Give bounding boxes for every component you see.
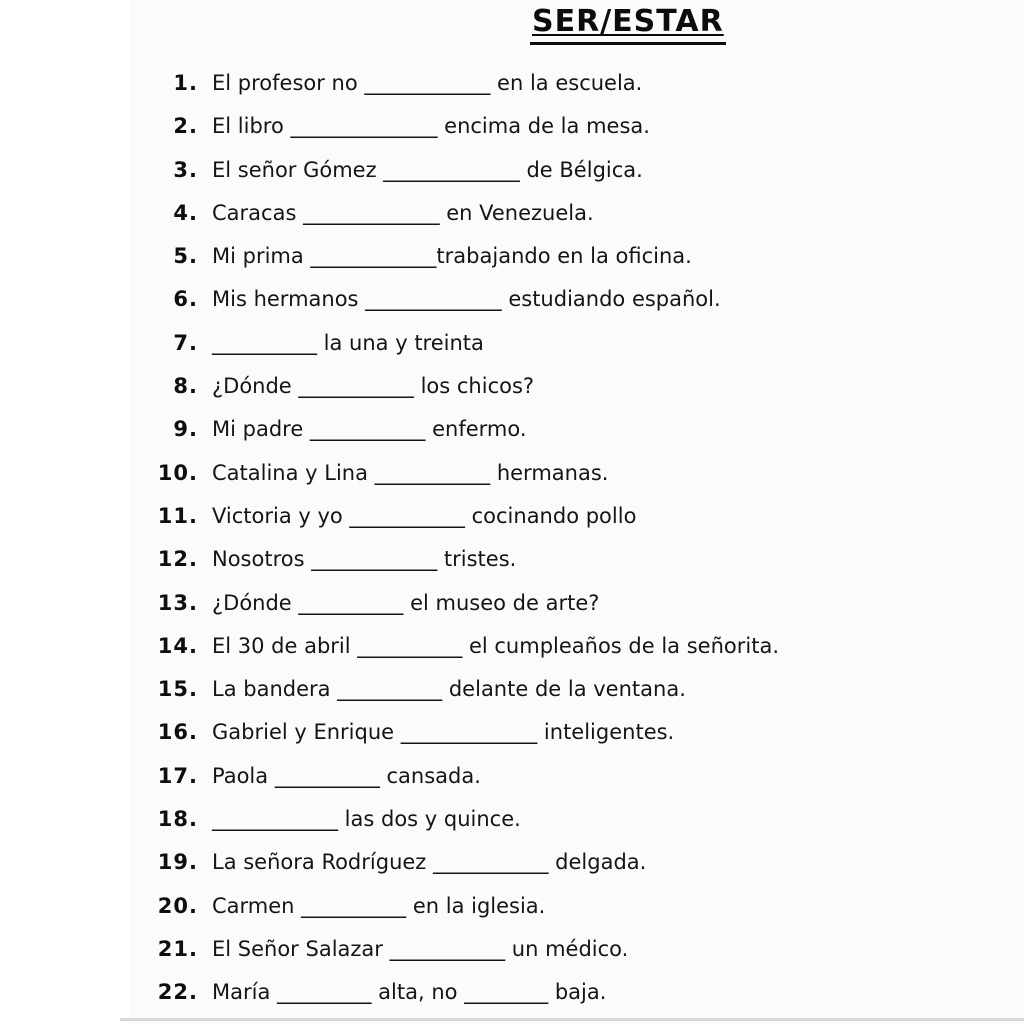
exercise-item bbox=[140, 157, 1000, 200]
item-number: 11. bbox=[157, 503, 198, 528]
item-number: 10. bbox=[157, 460, 198, 485]
exercise-item bbox=[140, 979, 1000, 1022]
item-text: El 30 de abril __________ el cumpleaños de la señorita. bbox=[212, 633, 779, 658]
exercise-item bbox=[140, 633, 1000, 676]
exercise-item bbox=[140, 590, 1000, 633]
item-text: María _________ alta, no ________ baja. bbox=[212, 980, 607, 1005]
item-text: Mi prima ____________trabajando en la oficina. bbox=[212, 244, 692, 269]
exercise-item bbox=[140, 330, 1000, 373]
item-text: ____________ las dos y quince. bbox=[212, 807, 521, 832]
item-number: 8. bbox=[173, 374, 198, 399]
exercise-item bbox=[140, 503, 1000, 546]
item-number: 16. bbox=[157, 720, 198, 745]
item-number: 18. bbox=[157, 807, 198, 832]
item-number: 14. bbox=[157, 633, 198, 658]
exercise-item bbox=[140, 806, 1000, 849]
exercise-item bbox=[140, 763, 1000, 806]
exercise-item bbox=[140, 70, 1000, 113]
exercise-item bbox=[140, 460, 1000, 503]
item-text: El libro ______________ encima de la mesa. bbox=[212, 114, 650, 139]
item-text: Caracas _____________ en Venezuela. bbox=[212, 200, 594, 225]
item-text: La bandera __________ delante de la ventana. bbox=[212, 677, 686, 702]
item-number: 4. bbox=[173, 200, 198, 225]
item-number: 17. bbox=[157, 763, 198, 788]
exercise-list bbox=[140, 70, 1000, 1023]
page-title: SER/ESTAR bbox=[530, 4, 726, 45]
item-text: __________ la una y treinta bbox=[212, 330, 484, 355]
exercise-item bbox=[140, 200, 1000, 243]
item-number: 12. bbox=[157, 547, 198, 572]
item-number: 21. bbox=[157, 936, 198, 961]
exercise-item bbox=[140, 243, 1000, 286]
exercise-item bbox=[140, 893, 1000, 936]
item-text: Mis hermanos _____________ estudiando español. bbox=[212, 287, 721, 312]
item-text: Carmen __________ en la iglesia. bbox=[212, 893, 546, 918]
item-number: 7. bbox=[173, 330, 198, 355]
item-number: 5. bbox=[173, 244, 198, 269]
item-text: Victoria y yo ___________ cocinando pollo bbox=[212, 503, 637, 528]
item-number: 2. bbox=[173, 114, 198, 139]
exercise-item bbox=[140, 416, 1000, 459]
item-text: ¿Dónde __________ el museo de arte? bbox=[212, 590, 600, 615]
exercise-item bbox=[140, 676, 1000, 719]
item-number: 3. bbox=[173, 157, 198, 182]
exercise-item bbox=[140, 113, 1000, 156]
item-text: Nosotros ____________ tristes. bbox=[212, 547, 517, 572]
item-text: El profesor no ____________ en la escuela. bbox=[212, 71, 643, 95]
item-number: 1. bbox=[173, 71, 198, 95]
exercise-item bbox=[140, 719, 1000, 762]
item-text: Gabriel y Enrique _____________ inteligentes. bbox=[212, 720, 675, 745]
exercise-item bbox=[140, 286, 1000, 329]
item-number: 9. bbox=[173, 417, 198, 442]
item-number: 19. bbox=[157, 850, 198, 875]
item-number: 15. bbox=[157, 677, 198, 702]
item-text: Mi padre ___________ enfermo. bbox=[212, 417, 527, 442]
exercise-item bbox=[140, 936, 1000, 979]
item-text: La señora Rodríguez ___________ delgada. bbox=[212, 850, 647, 875]
item-text: Catalina y Lina ___________ hermanas. bbox=[212, 460, 609, 485]
item-text: El señor Gómez _____________ de Bélgica. bbox=[212, 157, 643, 182]
item-number: 22. bbox=[157, 980, 198, 1005]
item-number: 13. bbox=[157, 590, 198, 615]
exercise-item bbox=[140, 546, 1000, 589]
item-text: El Señor Salazar ___________ un médico. bbox=[212, 936, 629, 961]
item-text: Paola __________ cansada. bbox=[212, 763, 481, 788]
item-number: 6. bbox=[173, 287, 198, 312]
item-text: ¿Dónde ___________ los chicos? bbox=[212, 374, 535, 399]
exercise-item bbox=[140, 849, 1000, 892]
item-number: 20. bbox=[157, 893, 198, 918]
exercise-item bbox=[140, 373, 1000, 416]
